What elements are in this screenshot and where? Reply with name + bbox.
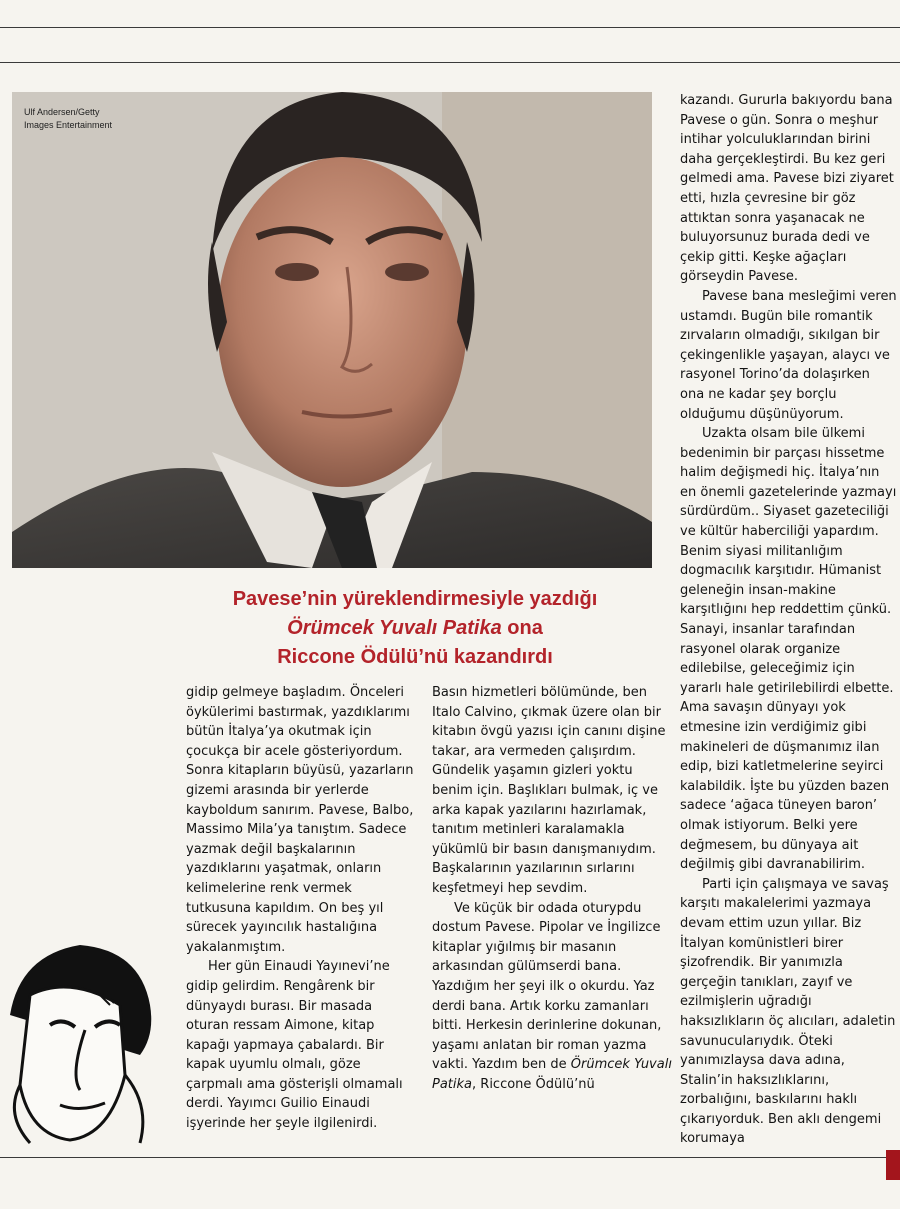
column-c-paragraph-1: kazandı. Gururla bakıyordu bana Pavese o gün. Sonra o meşhur intihar yolculuklarından birini daha gerçekleştirdi. Bu kez geri gelmedi ama. Pavese bizi ziyaret etti, hızla çevresine bir göz attıktan sonra yaşanacak ne buluyorsunuz burada dedi ve çekip gitti. Keşke ağaçları görseydin Pavese. <box>680 93 894 285</box>
subhead-book-title: Örümcek Yuvalı Patika <box>287 617 502 639</box>
header-rule <box>0 62 900 63</box>
photo-credit <box>24 106 112 132</box>
subhead-line1: Pavese’nin yüreklendirmesiyle yazdığı <box>232 588 598 610</box>
subhead-line2-rest: ona <box>501 617 543 639</box>
body-column-middle <box>432 683 672 1094</box>
top-rule <box>0 27 900 28</box>
author-portrait-photo <box>12 92 652 568</box>
footer-rule <box>0 1157 900 1158</box>
column-b-paragraph-2 <box>432 899 672 1095</box>
column-c-paragraph-4: Parti için çalışmaya ve savaş karşıtı makalelerimi yazmaya devam ettim uzun yıllar. Biz İtalyan komünistleri birer şizofrendik. Bir yanımızla gerçeğin tanıkları, zayıf ve ezilmişlerin uğradığı haksızlıkların öç alıcıları, adaletin savunucularıydık. Öteki yanımızlaysa dava adına, Stalin’in haksızlıklarını, zorbalığını, baskılarını haklı çıkarıyorduk. Ben aklı dengemi korumaya <box>680 876 896 1147</box>
pull-quote-subhead <box>185 585 645 672</box>
portrait-illustration <box>12 92 652 568</box>
photo-credit-line2: Images Entertainment <box>24 120 113 130</box>
column-b-paragraph-2-end: , Riccone Ödülü’nü <box>472 1076 595 1092</box>
column-b-paragraph-2-start: Ve küçük bir odada oturурdu dostum Pavese. Pipolar ve İngilizce kitaplar yığılmış bir masanın arkasından gülümserdi bana. Yazdığım her şeyi ilk o okurdu. Yaz derdi bana. Artık korku zamanları bitti. Herkesin derinlerine dokunan, yaşamı anlatan bir roman yazma vakti. Yazdım ben de <box>432 900 662 1073</box>
subhead-line2 <box>185 614 645 643</box>
column-a-paragraph-2: Her gün Einaudi Yayınevi’ne gidip gelirdim. Rengârenk bir dünyaydı burası. Bir masada oturan ressam Aimone, kitap kapağı yapmaya çabalardı. Bir kapak uyumlu olmalı, göze çarpmalı ama gösterişli olmamalı derdi. Yayımcı Guilio Einaudi işyerinde her şeyle ilgilenirdi. <box>186 959 403 1132</box>
column-a-paragraph-1: gidip gelmeye başladım. Önceleri öykülerimi bastırmak, yazdıklarımı bütün İtalya’ya okutmak için çocukça bir acele gösteriyordum. Sonra kitapların büyüsü, yazarların gizemi arasında bir yerlerde kayboldum sanırım. Pavese, Balbo, Massimo Mila’ya tanıştım. Sadece yazmak değil başkalarının yazdıklarını yaşatmak, onların kelimelerine renk vermek tutkusuna kapıldım. On beş yıl sürecek yayıncılık hastalığına yakalanmıştım. <box>186 685 414 955</box>
subhead-line3: Riccone Ödülü’nü kazandırdı <box>277 646 553 668</box>
body-column-left <box>186 683 416 1134</box>
photo-credit-line1: Ulf Andersen/Getty <box>24 107 100 117</box>
page-corner-tab <box>886 1150 900 1180</box>
body-column-right <box>680 91 898 1149</box>
column-b-paragraph-1: Basın hizmetleri bölümünde, ben Italo Calvino, çıkmak üzere olan bir kitabın övgü yazısı için canını dişine takar, ara vermeden çalışırdım. Gündelik yaşamın gizleri yoktu benim için. Başlıkları bulmak, iç ve arka kapak yazılarını hazırlamak, tanıtım metinleri karalamakla yükümlü bir basın danışmanıydım. Başkalarının yazılarının sırlarını keşfetmeyi hep sevdim. <box>432 685 666 896</box>
author-caricature-drawing <box>0 935 160 1145</box>
column-c-paragraph-2: Pavese bana mesleğimi veren ustamdı. Bugün bile romantik zırvaların olmadığı, sıkılgan bir çekingenlikle yaşayan, alaycı ve rasyonel Torino’da dolaşırken ona ne kadar şey borçlu olduğumu düşünüyorum. <box>680 288 897 422</box>
column-b-book-title: Örümcek Yuvalı Patika <box>432 1057 672 1092</box>
column-c-paragraph-3: Uzakta olsam bile ülkemi bedenimin bir parçası hissetme halim değişmedi hiç. İtalya’nın en önemli gazetelerinde yazmayı sürdürdüm.. Siyaset gazeteciliği ve kültür haberciliği yapardım. Benim siyasi militanlığım dogmacılık karşıtıdır. Hümanist geleneğin insan-makine karşıtlığını hep reddettim çünkü. Sanayi, insanlar tarafından rasyonel olarak organize edilebilse, geleceğimiz için yararlı hale getirilebilirdi elbette. Ama savaşın dünyayı yok etmesine izin verdiğimiz gibi makineleri de düşmanımız ilan edip, bizi katletmelerine seyirci kalabildik. İşte bu yüzden bazen sadece ‘ağaca tüneyen baron’ olmak istiyorum. Belki yere değmesem, bu dünyaya ait değilmiş gibi davranabilirim. <box>680 426 897 873</box>
